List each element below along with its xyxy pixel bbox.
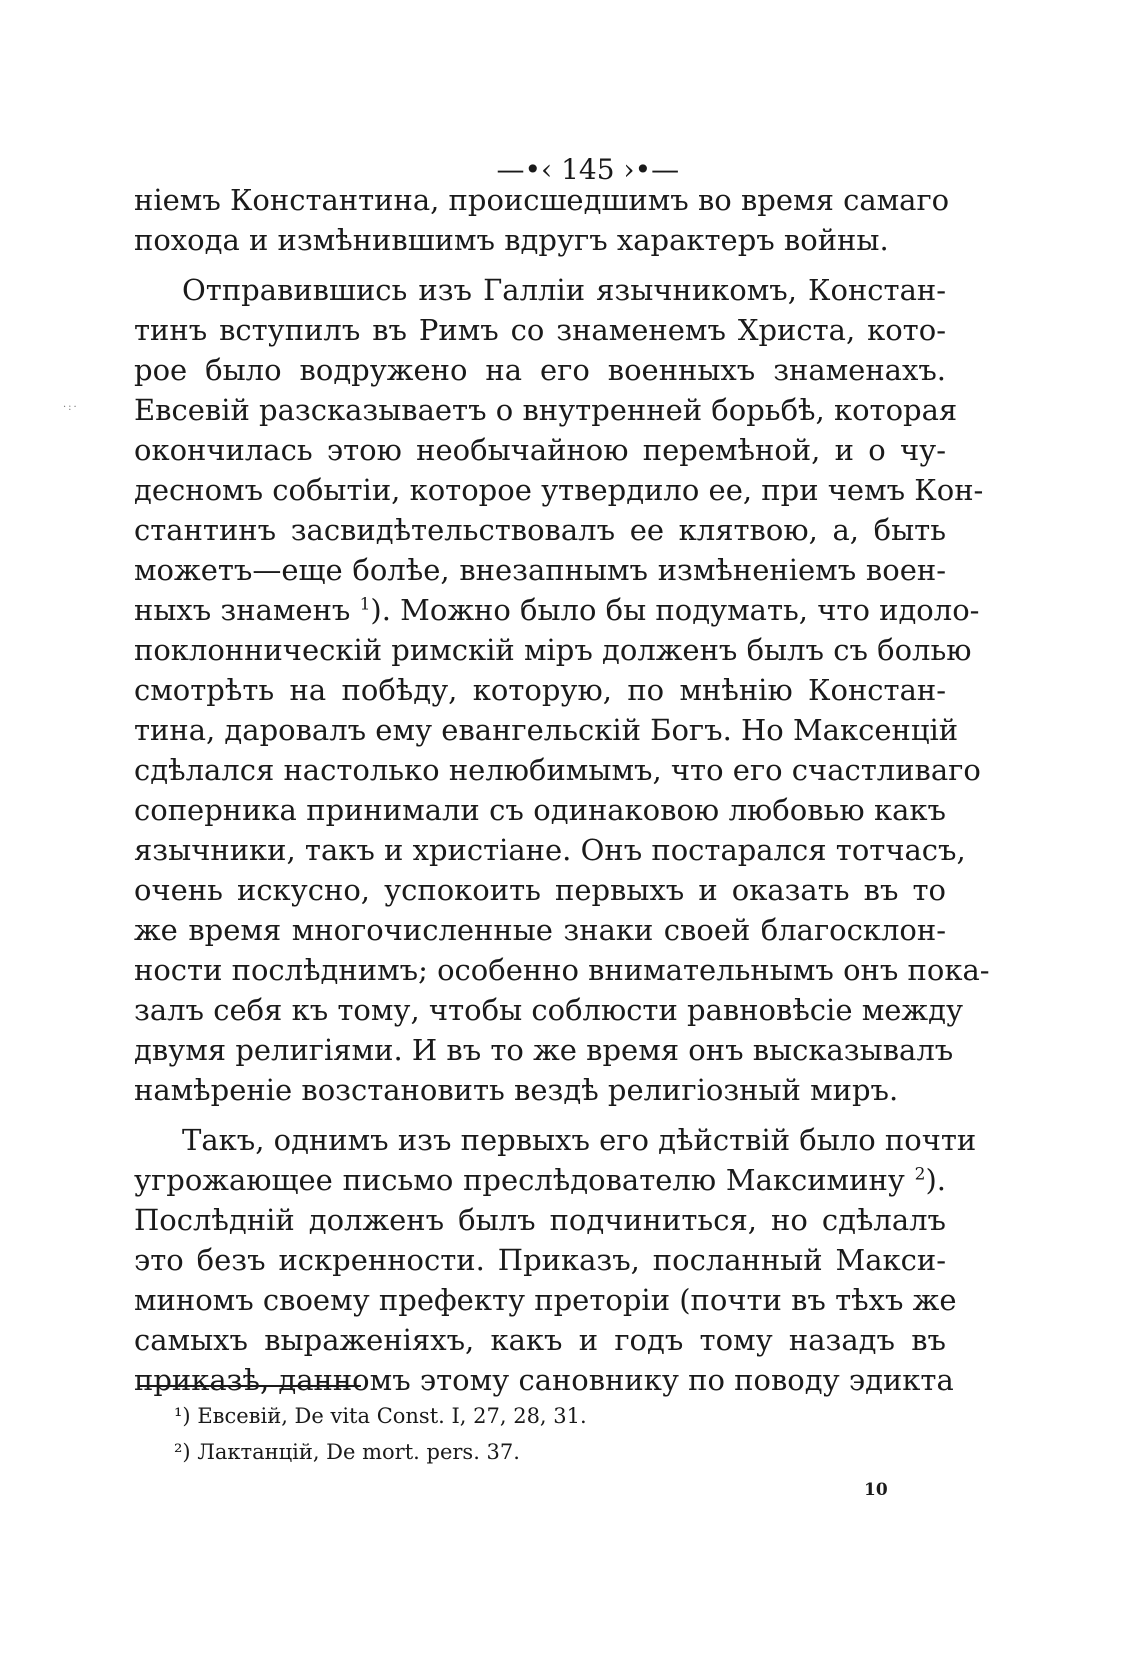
text-line-with-footnote (134, 1160, 946, 1200)
margin-speck: ·:· (63, 402, 79, 413)
text-line-with-footnote (134, 590, 980, 630)
footnotes (174, 1398, 934, 1470)
signature-mark: 10 (864, 1480, 888, 1500)
footnote-mark: ²) (174, 1440, 191, 1464)
footnote-1 (174, 1398, 934, 1434)
footnote-text: Лактанцій, De mort. pers. 37. (197, 1440, 520, 1464)
text-line: соперника принимали съ одинаковою любовью какъ (134, 793, 946, 827)
footnote-ref-2[interactable]: 2 (914, 1164, 926, 1185)
text-line: ности послѣднимъ; особенно внимательнымъ онъ пока- (134, 953, 990, 987)
footnote-divider (138, 1385, 361, 1387)
text-line: сдѣлался настолько нелюбимымъ, что его счастливаго (134, 753, 981, 787)
footnote-text: Евсевій, De vita Const. I, 27, 28, 31. (197, 1404, 587, 1428)
text-line: залъ себя къ тому, чтобы соблюсти равновѣсіе между (134, 993, 964, 1027)
text-line: Евсевій разсказываетъ о внутренней борьбѣ, которая (134, 393, 958, 427)
text-line: стантинъ засвидѣтельствовалъ ее клятвою, а, быть (134, 513, 946, 547)
text-segment: ныхъ знаменъ (134, 593, 351, 627)
text-line: самыхъ выраженіяхъ, какъ и годъ тому назадъ въ (134, 1323, 946, 1357)
page-number: —•‹ 145 ›•— (496, 153, 680, 186)
text-line: похода и измѣнившимъ вдругъ характеръ войны. (134, 223, 889, 257)
text-line: рое было водружено на его военныхъ знаменахъ. (134, 353, 946, 387)
text-line: Послѣдній долженъ былъ подчиниться, но сдѣлалъ (134, 1203, 946, 1237)
text-line: тина, даровалъ ему евангельскій Богъ. Но Максенцій (134, 713, 959, 747)
text-line: миномъ своему префекту преторіи (почти въ тѣхъ же (134, 1283, 957, 1317)
footnote-mark: ¹) (174, 1404, 191, 1428)
footnote-ref-1[interactable]: 1 (359, 594, 371, 615)
text-line: двумя религіями. И въ то же время онъ высказывалъ (134, 1033, 954, 1067)
text-line: окончилась этою необычайною перемѣной, и о чу- (134, 433, 946, 467)
text-line: намѣреніе возстановить вездѣ религіозный миръ. (134, 1073, 899, 1107)
footnote-2 (174, 1434, 934, 1470)
text-line: можетъ—еще болѣе, внезапнымъ измѣненіемъ воен- (134, 553, 946, 587)
text-line: очень искусно, успокоить первыхъ и оказать въ то (134, 873, 946, 907)
text-segment: ). Можно было бы подумать, что идоло- (370, 593, 980, 627)
text-line: же время многочисленные знаки своей благосклон- (134, 913, 946, 947)
text-line: это безъ искренности. Приказъ, посланный Макси- (134, 1243, 946, 1277)
text-segment: угрожающее письмо преслѣдователю Максимину (134, 1163, 905, 1197)
text-line: Отправившись изъ Галліи язычникомъ, Констан- (182, 273, 946, 307)
text-line: тинъ вступилъ въ Римъ со знаменемъ Христа, кото- (134, 313, 946, 347)
text-line: поклонническій римскій міръ долженъ былъ съ болью (134, 633, 972, 667)
text-line: ніемъ Константина, происшедшимъ во время самаго (134, 183, 950, 217)
text-segment: ). (925, 1163, 947, 1197)
text-line: приказѣ, данномъ этому сановнику по поводу эдикта (134, 1363, 954, 1397)
text-line: смотрѣть на побѣду, которую, по мнѣнію Констан- (134, 673, 946, 707)
text-line: Такъ, однимъ изъ первыхъ его дѣйствій было почти (182, 1123, 977, 1157)
text-line: язычники, такъ и христіане. Онъ постарался тотчасъ, (134, 833, 966, 867)
text-line: десномъ событіи, которое утвердило ее, при чемъ Кон- (134, 473, 984, 507)
main-text (134, 180, 990, 1400)
